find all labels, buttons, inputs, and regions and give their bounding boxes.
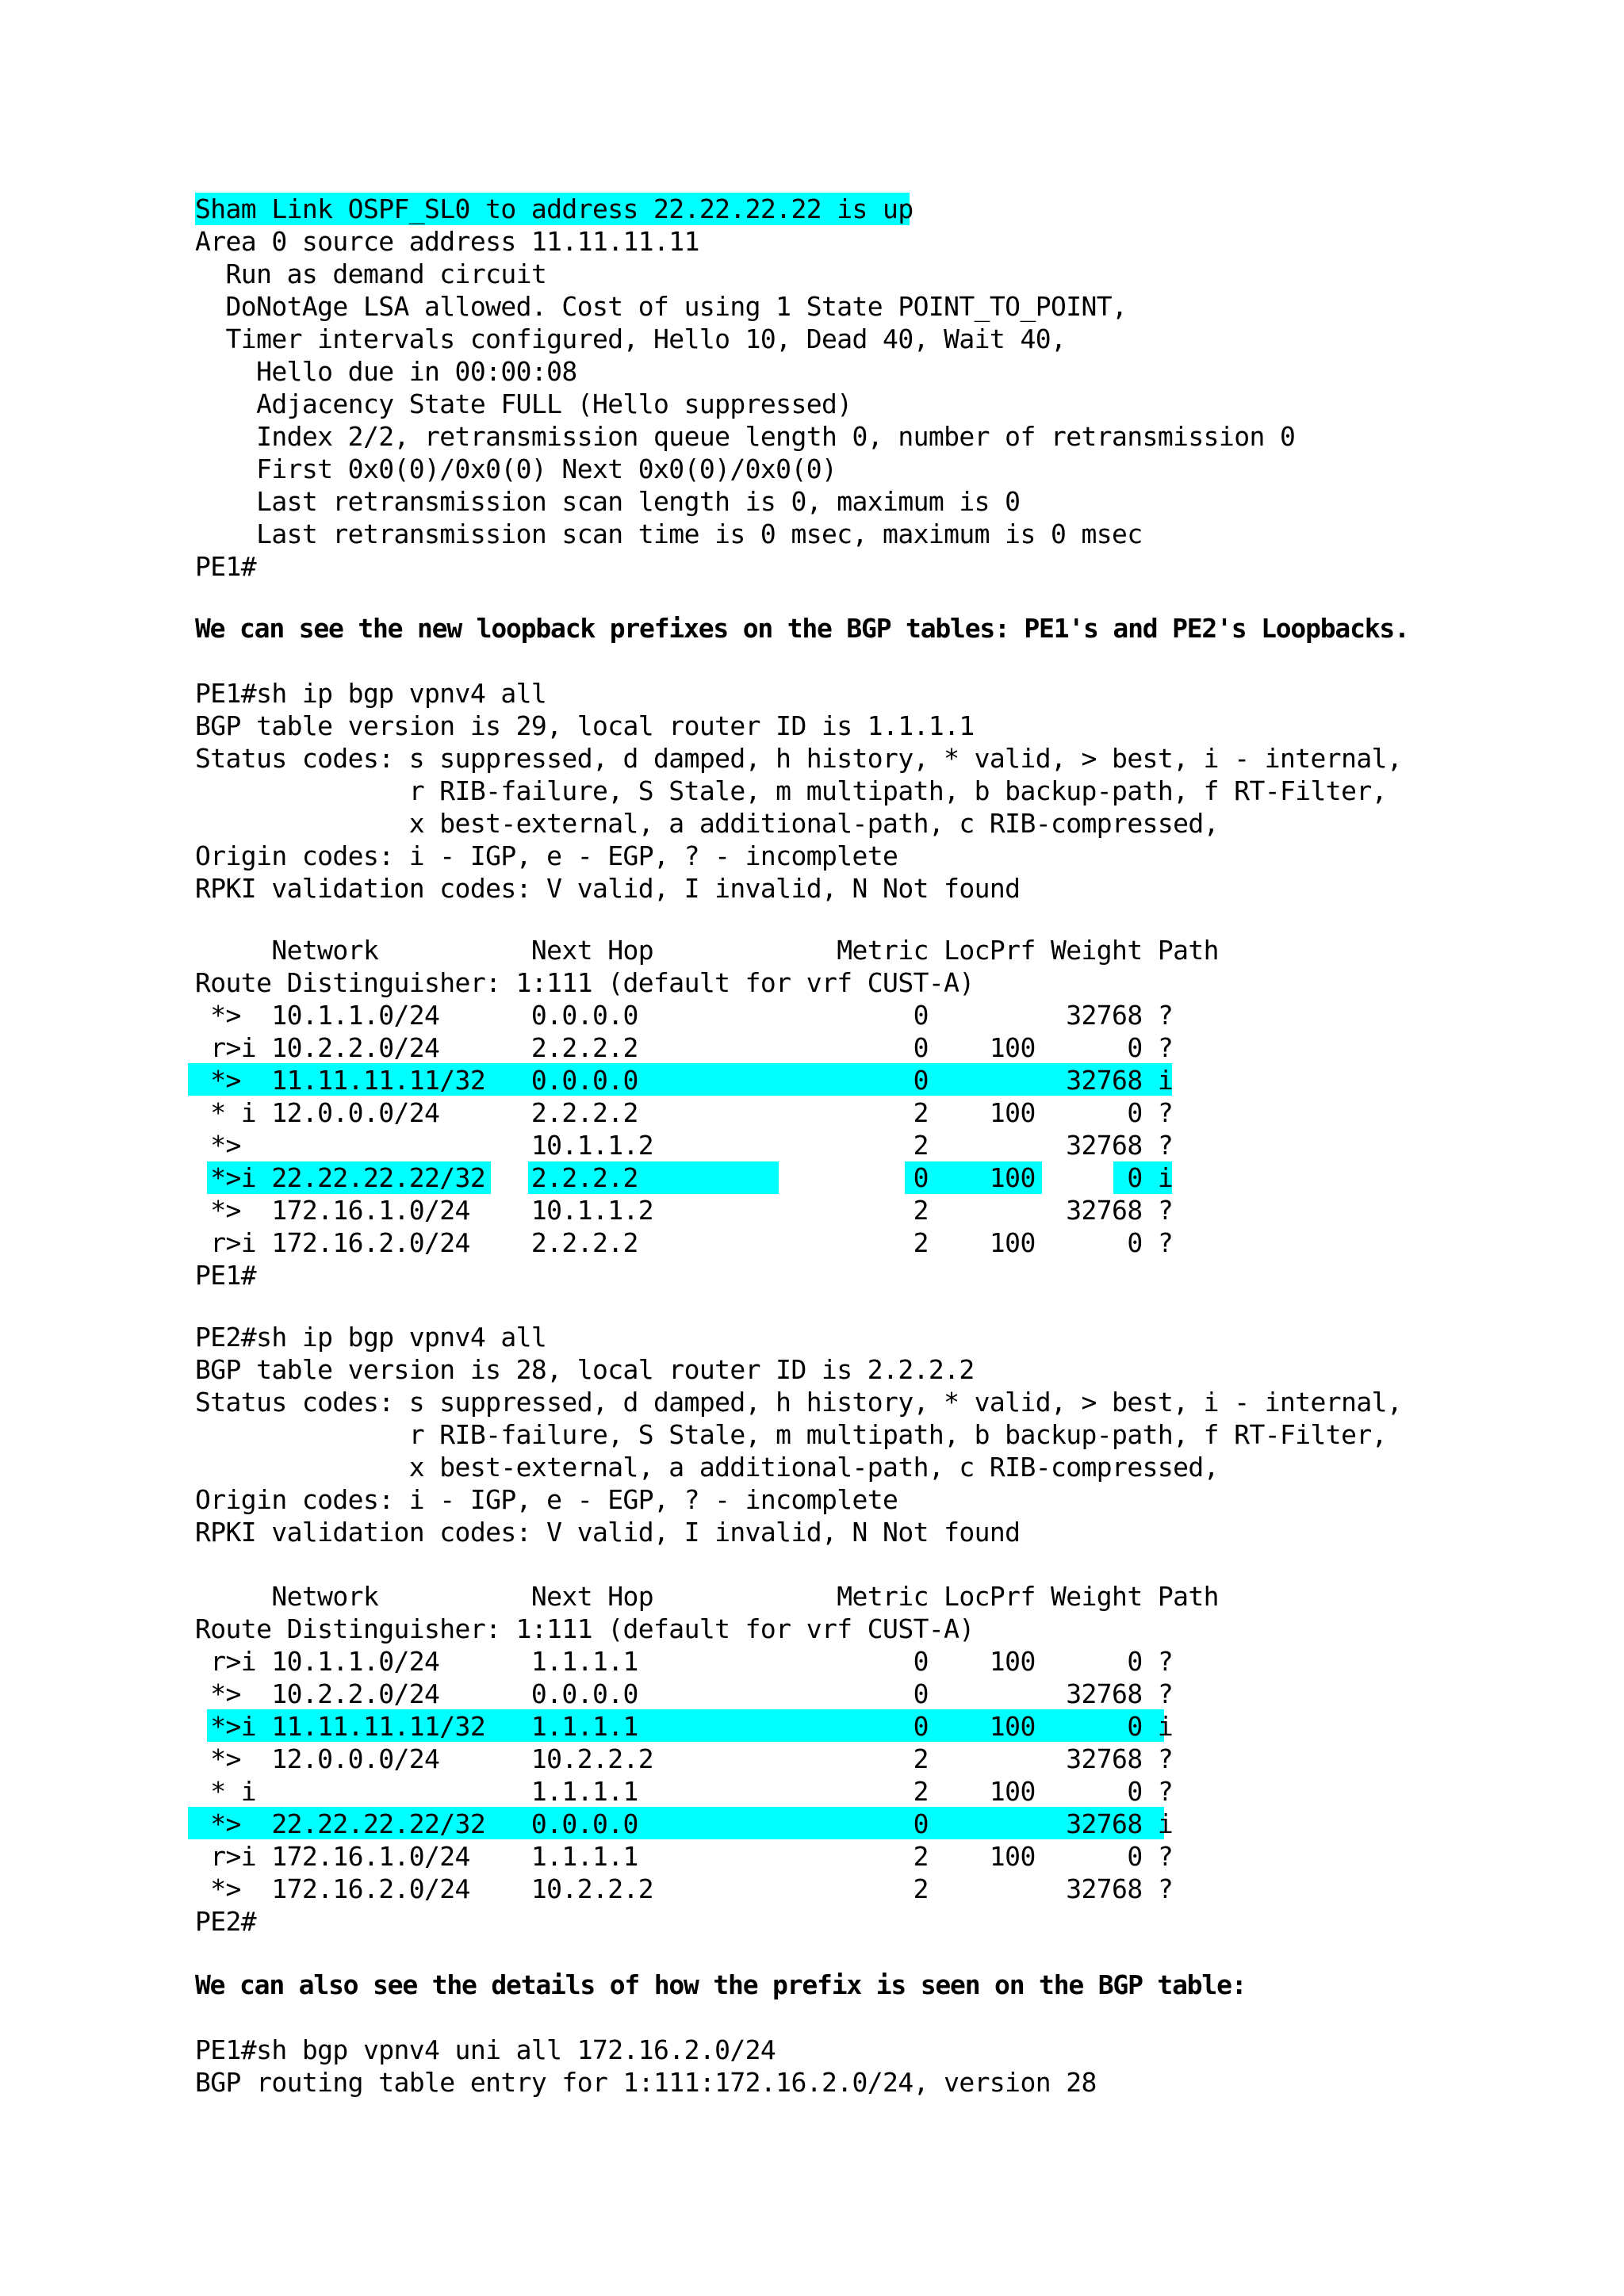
pe2-origin-codes: Origin codes: i - IGP, e - EGP, ? - incomplete bbox=[195, 1484, 898, 1515]
heading-loopback-prefixes: We can see the new loopback prefixes on the BGP tables: PE1's and PE2's Loopbacks. bbox=[195, 613, 1409, 644]
table-row: *> 10.2.2.0/24 0.0.0.0 0 32768 ? bbox=[195, 1678, 1174, 1709]
table-row: r>i 172.16.1.0/24 1.1.1.1 2 100 0 ? bbox=[195, 1841, 1174, 1872]
pe1-bgp-uni-command: PE1#sh bgp vpnv4 uni all 172.16.2.0/24 bbox=[195, 2034, 776, 2065]
donotage-line: DoNotAge LSA allowed. Cost of using 1 State POINT_TO_POINT, bbox=[195, 291, 1128, 322]
pe2-command: PE2#sh ip bgp vpnv4 all bbox=[195, 1322, 547, 1353]
bgp-routing-entry-line: BGP routing table entry for 1:111:172.16.2.0/24, version 28 bbox=[195, 2067, 1097, 2098]
pe1-status-codes-1: Status codes: s suppressed, d damped, h history, * valid, > best, i - internal, bbox=[195, 743, 1403, 774]
table-row: *> 11.11.11.11/32 0.0.0.0 0 32768 i bbox=[195, 1065, 1174, 1096]
first-next-line: First 0x0(0)/0x0(0) Next 0x0(0)/0x0(0) bbox=[195, 453, 837, 484]
demand-circuit-line: Run as demand circuit bbox=[195, 258, 547, 289]
pe1-rpki-codes: RPKI validation codes: V valid, I invalid, N Not found bbox=[195, 873, 1021, 904]
table-row: * i 12.0.0.0/24 2.2.2.2 2 100 0 ? bbox=[195, 1097, 1174, 1128]
table-row: r>i 172.16.2.0/24 2.2.2.2 2 100 0 ? bbox=[195, 1227, 1174, 1258]
pe2-status-codes-1: Status codes: s suppressed, d damped, h history, * valid, > best, i - internal, bbox=[195, 1387, 1403, 1418]
timer-intervals-line: Timer intervals configured, Hello 10, Dead 40, Wait 40, bbox=[195, 323, 1067, 354]
pe1-prompt: PE1# bbox=[195, 551, 257, 582]
pe1-origin-codes: Origin codes: i - IGP, e - EGP, ? - incomplete bbox=[195, 840, 898, 871]
pe1-route-distinguisher: Route Distinguisher: 1:111 (default for vrf CUST-A) bbox=[195, 967, 975, 998]
table-row: r>i 10.1.1.0/24 1.1.1.1 0 100 0 ? bbox=[195, 1646, 1174, 1677]
table-row: *> 10.1.1.0/24 0.0.0.0 0 32768 ? bbox=[195, 1000, 1174, 1031]
table-row: *>i 11.11.11.11/32 1.1.1.1 0 100 0 i bbox=[195, 1711, 1174, 1742]
pe1-command: PE1#sh ip bgp vpnv4 all bbox=[195, 678, 547, 709]
index-line: Index 2/2, retransmission queue length 0, number of retransmission 0 bbox=[195, 421, 1296, 452]
table-row: *> 10.1.1.2 2 32768 ? bbox=[195, 1130, 1174, 1161]
table-row: *>i 22.22.22.22/32 2.2.2.2 0 100 0 i bbox=[195, 1162, 1174, 1193]
scan-time-line: Last retransmission scan time is 0 msec, maximum is 0 msec bbox=[195, 519, 1143, 549]
pe1-status-codes-3: x best-external, a additional-path, c RIB-compressed, bbox=[195, 808, 1219, 839]
hello-due-line: Hello due in 00:00:08 bbox=[195, 356, 577, 387]
table-row: * i 1.1.1.1 2 100 0 ? bbox=[195, 1776, 1174, 1807]
area-source-address: Area 0 source address 11.11.11.11 bbox=[195, 226, 699, 257]
pe2-table-header: Network Next Hop Metric LocPrf Weight Path bbox=[195, 1581, 1219, 1612]
pe2-table-version: BGP table version is 28, local router ID is 2.2.2.2 bbox=[195, 1354, 975, 1385]
pe2-status-codes-3: x best-external, a additional-path, c RIB-compressed, bbox=[195, 1452, 1219, 1483]
table-row: *> 12.0.0.0/24 10.2.2.2 2 32768 ? bbox=[195, 1743, 1174, 1774]
table-row: *> 172.16.2.0/24 10.2.2.2 2 32768 ? bbox=[195, 1873, 1174, 1904]
pe1-table-header: Network Next Hop Metric LocPrf Weight Path bbox=[195, 935, 1219, 966]
sham-link-status: Sham Link OSPF_SL0 to address 22.22.22.22 is up bbox=[195, 193, 914, 224]
table-row: *> 22.22.22.22/32 0.0.0.0 0 32768 i bbox=[195, 1808, 1174, 1839]
pe2-prompt-end: PE2# bbox=[195, 1906, 257, 1937]
pe1-table-version: BGP table version is 29, local router ID is 1.1.1.1 bbox=[195, 710, 975, 741]
table-row: r>i 10.2.2.0/24 2.2.2.2 0 100 0 ? bbox=[195, 1032, 1174, 1063]
heading-prefix-details: We can also see the details of how the prefix is seen on the BGP table: bbox=[195, 1969, 1247, 2000]
pe2-status-codes-2: r RIB-failure, S Stale, m multipath, b backup-path, f RT-Filter, bbox=[195, 1419, 1387, 1450]
pe2-rpki-codes: RPKI validation codes: V valid, I invalid, N Not found bbox=[195, 1517, 1021, 1548]
table-row: *> 172.16.1.0/24 10.1.1.2 2 32768 ? bbox=[195, 1195, 1174, 1226]
pe1-status-codes-2: r RIB-failure, S Stale, m multipath, b backup-path, f RT-Filter, bbox=[195, 775, 1387, 806]
pe1-prompt-end: PE1# bbox=[195, 1260, 257, 1291]
scan-length-line: Last retransmission scan length is 0, maximum is 0 bbox=[195, 486, 1021, 517]
adjacency-state-line: Adjacency State FULL (Hello suppressed) bbox=[195, 388, 852, 419]
pe2-route-distinguisher: Route Distinguisher: 1:111 (default for vrf CUST-A) bbox=[195, 1613, 975, 1644]
